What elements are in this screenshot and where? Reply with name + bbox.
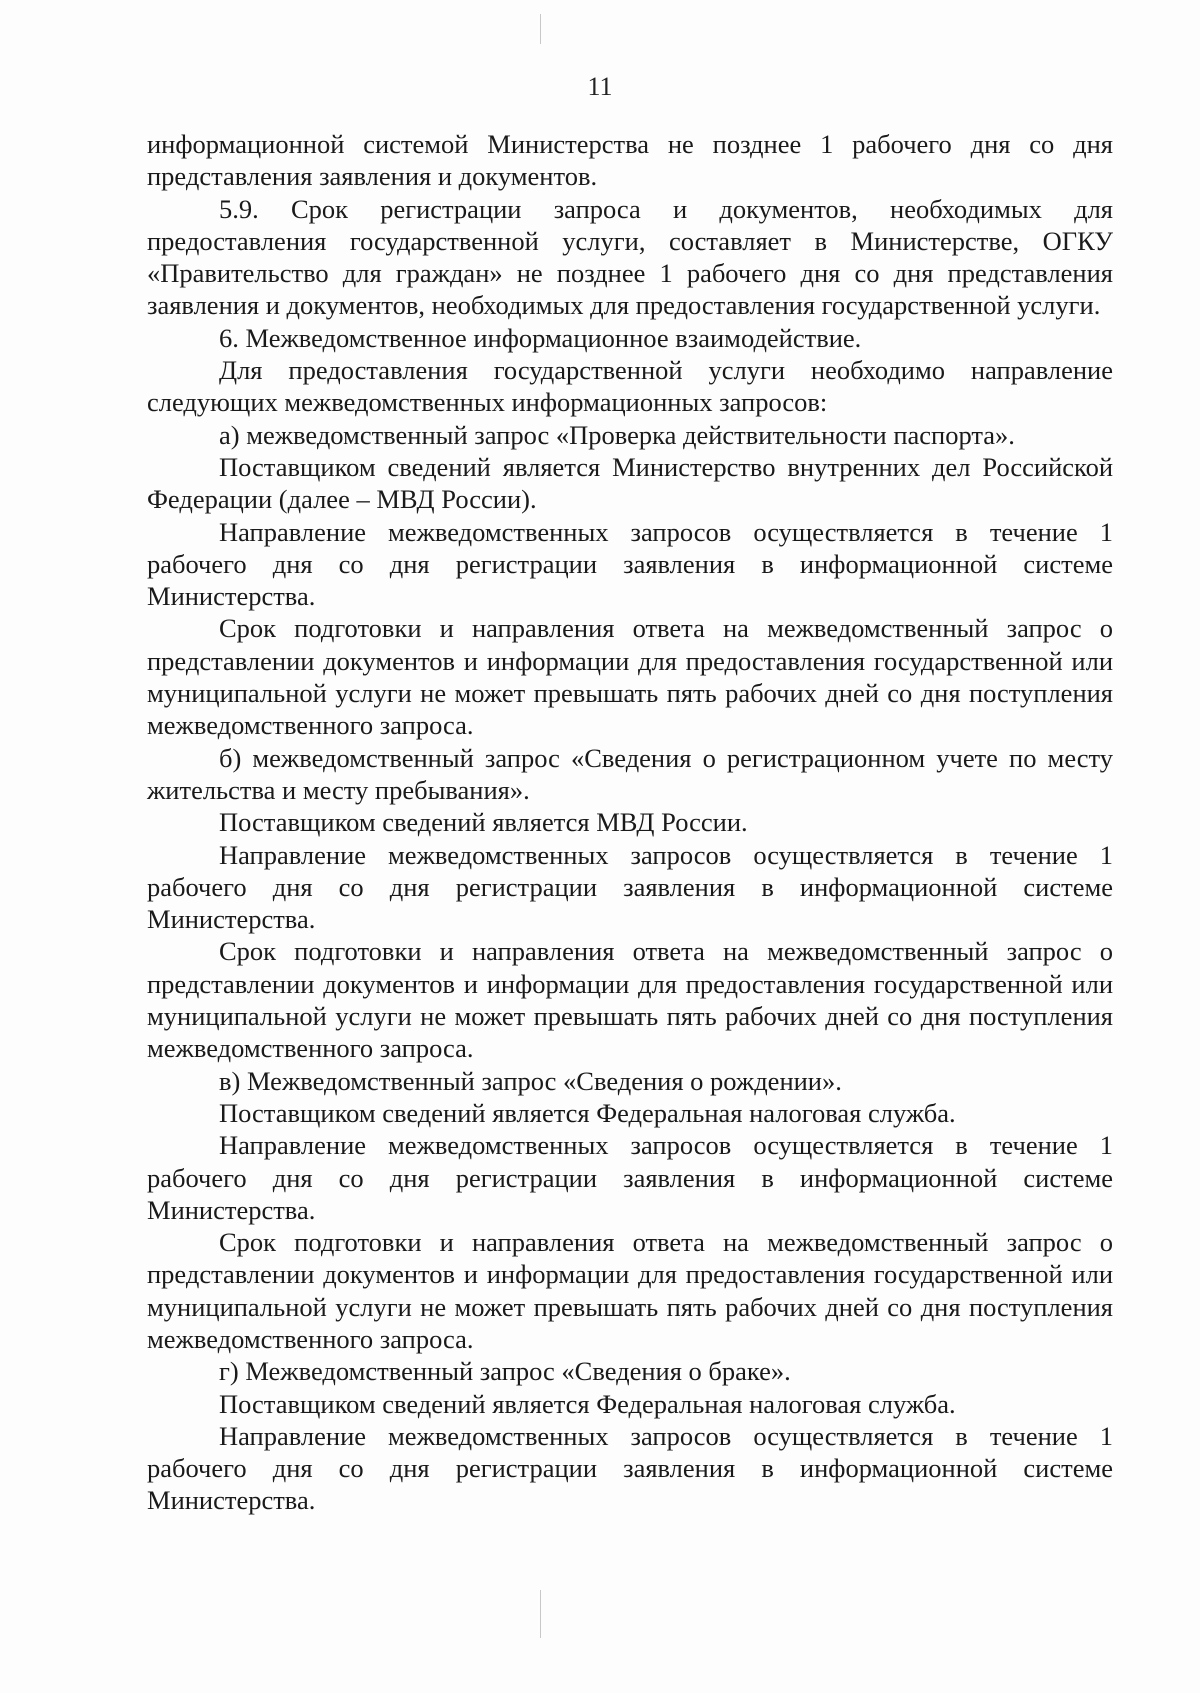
scan-artifact: [540, 1590, 541, 1638]
paragraph-deadline-b: Срок подготовки и направления ответа на межведомственный запрос о представлении документов и информации для предоставления государственной или муниципальной услуги не может превышать пять рабочих дней со дня поступления межведомственного запроса.: [147, 936, 1113, 1064]
paragraph-intro: Для предоставления государственной услуги необходимо направление следующих межведомственных информационных запросов:: [147, 355, 1113, 418]
scan-artifact: [540, 14, 541, 44]
paragraph-supplier-v: Поставщиком сведений является Федеральная налоговая служба.: [219, 1097, 956, 1128]
list-item-a: а) межведомственный запрос «Проверка действительности паспорта».: [219, 419, 1015, 450]
document-body: [147, 128, 1113, 1517]
list-item-b: б) межведомственный запрос «Сведения о регистрационном учете по месту жительства и месту пребывания».: [147, 742, 1113, 805]
paragraph-supplier-g: Поставщиком сведений является Федеральная налоговая служба.: [219, 1388, 956, 1419]
paragraph-deadline-v: Срок подготовки и направления ответа на межведомственный запрос о представлении документов и информации для предоставления государственной или муниципальной услуги не может превышать пять рабочих дней со дня поступления межведомственного запроса.: [147, 1227, 1113, 1354]
paragraph-continuation: информационной системой Министерства не позднее 1 рабочего дня со дня представления заявления и документов.: [147, 129, 1113, 192]
paragraph-direction-a: Направление межведомственных запросов осуществляется в течение 1 рабочего дня со дня регистрации заявления в информационной системе Министерства.: [147, 516, 1113, 612]
list-item-g: г) Межведомственный запрос «Сведения о браке».: [219, 1356, 791, 1387]
paragraph-supplier-b: Поставщиком сведений является МВД России.: [219, 807, 748, 838]
section-heading-6: 6. Межведомственное информационное взаимодействие.: [219, 322, 862, 353]
page-number: 11: [587, 72, 613, 101]
paragraph-supplier-a: Поставщиком сведений является Министерство внутренних дел Российской Федерации (далее – МВД России).: [147, 451, 1113, 515]
list-item-v: в) Межведомственный запрос «Сведения о рождении».: [219, 1065, 842, 1096]
paragraph-direction-b: Направление межведомственных запросов осуществляется в течение 1 рабочего дня со дня регистрации заявления в информационной системе Министерства.: [147, 839, 1113, 935]
paragraph-5-9: 5.9. Срок регистрации запроса и документов, необходимых для предоставления государственной услуги, составляет в Министерстве, ОГКУ «Правительство для граждан» не позднее 1 рабочего дня со дня представления заявления и документов, необходимых для предоставления государственной услуги.: [147, 193, 1113, 321]
paragraph-direction-v: Направление межведомственных запросов осуществляется в течение 1 рабочего дня со дня регистрации заявления в информационной системе Министерства.: [147, 1130, 1113, 1225]
paragraph-direction-g: Направление межведомственных запросов осуществляется в течение 1 рабочего дня со дня регистрации заявления в информационной системе Министерства.: [147, 1420, 1113, 1516]
paragraph-deadline-a: Срок подготовки и направления ответа на межведомственный запрос о представлении документов и информации для предоставления государственной или муниципальной услуги не может превышать пять рабочих дней со дня поступления межведомственного запроса.: [147, 613, 1113, 741]
